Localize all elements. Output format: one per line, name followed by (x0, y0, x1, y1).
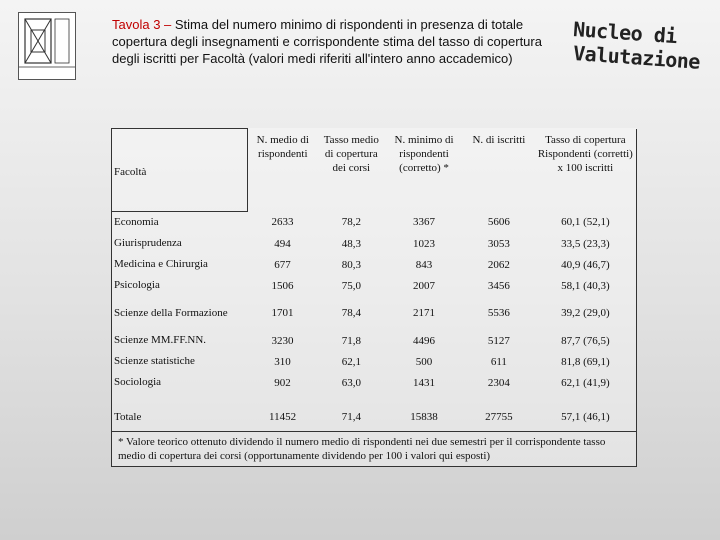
cell-facolta: Scienze MM.FF.NN. (114, 334, 207, 346)
cell-n-medio: 1701 (271, 307, 294, 319)
cell-tasso-copertura: 40,9 (46,7) (561, 258, 610, 271)
cell-facolta: Psicologia (114, 279, 160, 291)
cell-n-medio: 2633 (271, 216, 294, 229)
cell-n-minimo: 843 (415, 258, 433, 271)
cell-facolta: Sociologia (114, 376, 162, 388)
cell-n-medio: 902 (274, 376, 291, 389)
table-note-row (112, 432, 637, 467)
cell-n-iscritti: 2062 (487, 258, 510, 271)
cell-tasso-medio: 48,3 (341, 237, 361, 250)
cell-n-iscritti: 5127 (487, 334, 510, 347)
cell-tasso-medio: 71,8 (341, 334, 361, 347)
footnote: * Valore teorico ottenuto dividendo il numero medio di rispondenti nei due semestri per il corrispondente tasso medio di copertura dei corsi (opportunamente dividendo per 100 i valori qui esposti) (112, 432, 637, 467)
cell-tasso-copertura: 62,1 (41,9) (561, 376, 610, 389)
cell-total-n-minimo: 15838 (410, 411, 438, 423)
cell-total-tasso-copertura: 57,1 (46,1) (561, 411, 610, 423)
cell-n-medio: 494 (274, 237, 291, 250)
faculty-table (111, 128, 637, 467)
cell-n-iscritti: 611 (490, 355, 507, 368)
cell-tasso-medio: 63,0 (341, 376, 361, 389)
cell-total-n-iscritti: 27755 (485, 411, 513, 423)
header-n-medio: N. medio di rispondenti (256, 133, 309, 160)
cell-n-iscritti: 5536 (487, 307, 510, 319)
cell-n-iscritti: 2304 (487, 376, 510, 389)
nucleo-line2: Valutazione (572, 41, 701, 74)
nucleo-valutazione-logo (572, 17, 714, 74)
cell-n-minimo: 2171 (413, 307, 436, 319)
header-tasso-medio: Tasso medio di copertura dei corsi (323, 133, 379, 174)
header-n-iscritti: N. di iscritti (472, 133, 526, 146)
cell-n-minimo: 3367 (413, 216, 436, 229)
cell-tasso-copertura: 39,2 (29,0) (561, 307, 610, 319)
cell-tasso-copertura: 60,1 (52,1) (561, 216, 610, 229)
page-title (112, 16, 562, 67)
title-lead: Tavola 3 – (112, 17, 175, 32)
cell-totale: Totale (114, 410, 142, 423)
table-row (112, 275, 637, 296)
cell-n-minimo: 2007 (413, 279, 436, 292)
table-spacer (112, 393, 637, 403)
cell-facolta: Giurisprudenza (114, 237, 182, 249)
cell-facolta: Economia (114, 216, 159, 228)
nucleo-line1: Nucleo di (572, 17, 678, 49)
cell-tasso-copertura: 58,1 (40,3) (561, 279, 610, 292)
spacer-cell (112, 393, 637, 403)
cell-n-medio: 1506 (271, 279, 294, 292)
cell-facolta: Medicina e Chirurgia (114, 258, 208, 270)
table-row (112, 372, 637, 393)
cell-n-medio: 677 (274, 258, 291, 271)
header-tasso-copertura: Tasso di copertura Rispondenti (corretti) x 100 iscritti (537, 133, 633, 174)
cell-n-iscritti: 5606 (487, 216, 510, 229)
cell-n-minimo: 4496 (413, 334, 436, 347)
cell-tasso-copertura: 87,7 (76,5) (561, 334, 610, 347)
cell-tasso-copertura: 81,8 (69,1) (561, 355, 610, 368)
table-row (112, 233, 637, 254)
university-logo (18, 12, 76, 80)
table-total-row (112, 403, 637, 432)
cell-tasso-medio: 75,0 (341, 279, 361, 292)
header-facolta: Facoltà (112, 129, 248, 212)
cell-n-minimo: 1431 (413, 376, 436, 389)
title-text: Stima del numero minimo di rispondenti in presenza di totale copertura degli insegnamenti e corrispondente stima del tasso di copertura degli iscritti per Facoltà (valori medi riferiti all'intero anno accademico) (112, 17, 542, 66)
cell-tasso-medio: 62,1 (341, 355, 361, 368)
table-row (112, 212, 637, 234)
cell-tasso-copertura: 33,5 (23,3) (561, 237, 610, 250)
cell-n-minimo: 1023 (413, 237, 436, 250)
cell-n-medio: 3230 (271, 334, 294, 347)
cell-facolta: Scienze statistiche (114, 355, 195, 367)
cell-tasso-medio: 78,4 (341, 307, 361, 319)
table-row (112, 330, 637, 351)
cell-total-n-medio: 11452 (268, 411, 297, 423)
cell-n-iscritti: 3456 (487, 279, 510, 292)
table-row (112, 351, 637, 372)
table-header-row (112, 129, 637, 212)
table-row (112, 254, 637, 275)
cell-tasso-medio: 78,2 (341, 216, 361, 229)
cell-facolta: Scienze della Formazione (114, 306, 228, 319)
table-row (112, 296, 637, 330)
cell-total-tasso-medio: 71,4 (341, 411, 361, 423)
cell-n-iscritti: 3053 (487, 237, 510, 250)
cell-n-minimo: 500 (415, 355, 433, 368)
cell-tasso-medio: 80,3 (341, 258, 361, 271)
cell-n-medio: 310 (274, 355, 291, 368)
header-n-minimo: N. minimo di rispondenti (corretto) * (394, 133, 454, 174)
